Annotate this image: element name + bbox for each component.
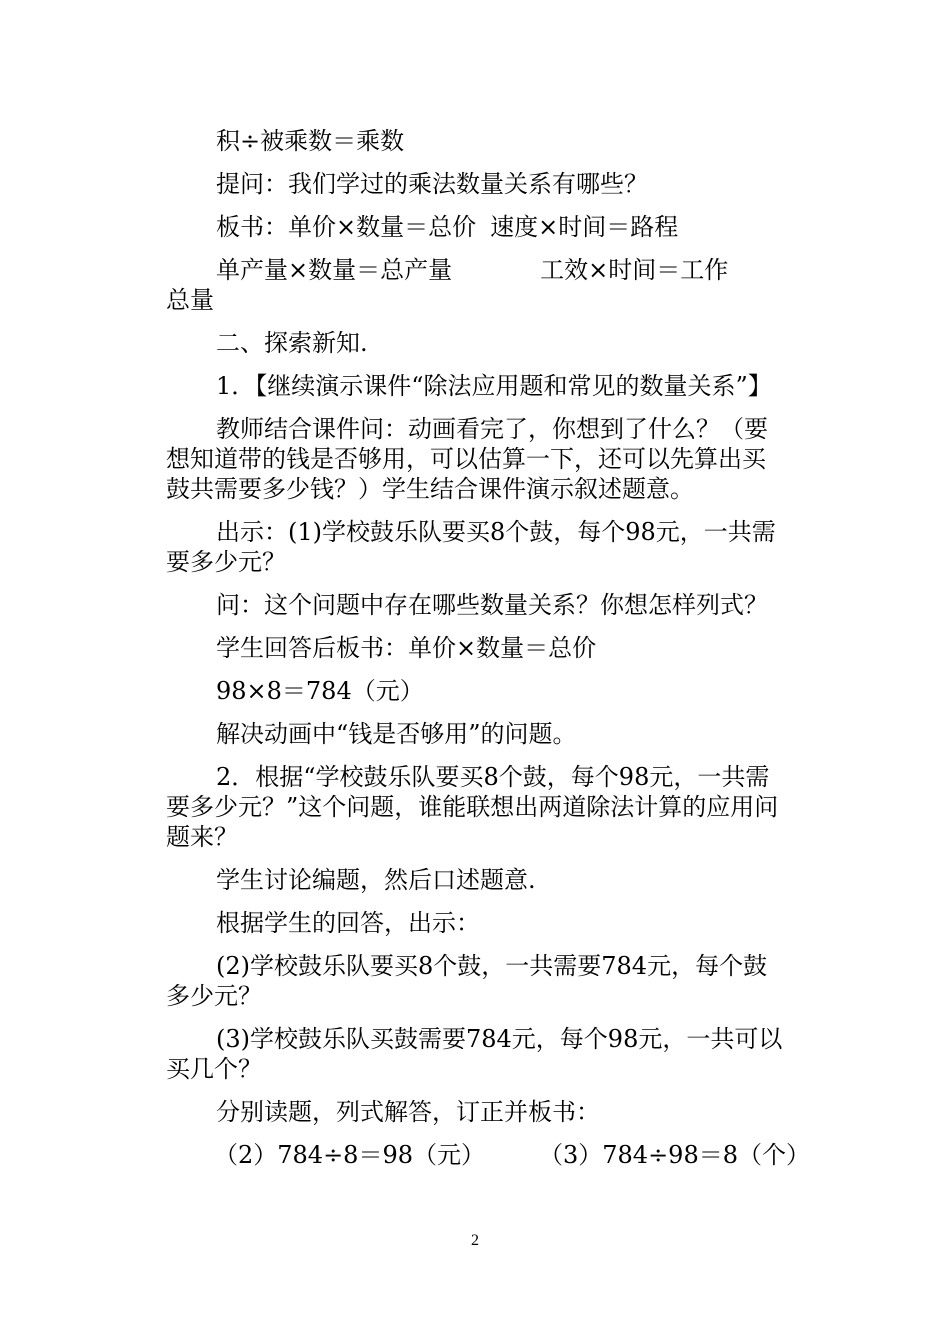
problem-two: (2)学校鼓乐队要买8个鼓，一共需要784元，每个鼓多少元？ <box>166 952 768 1010</box>
page-number: 2 <box>471 1232 479 1249</box>
teacher-question: 教师结合课件问：动画看完了，你想到了什么？（要想知道带的钱是否够用，可以估算一下，还可以先算出买鼓共需要多少钱？）学生结合课件演示叙述题意。 <box>166 415 768 503</box>
step-one: 1．【继续演示课件“除法应用题和常见的数量关系”】 <box>216 372 772 400</box>
step-two: 2．根据“学校鼓乐队要买8个鼓，每个98元，一共需要多少元？”这个问题，谁能联想出两道除法计算的应用问题来？ <box>166 763 779 851</box>
problem-three: (3)学校鼓乐队买鼓需要784元，每个98元，一共可以买几个？ <box>166 1025 783 1083</box>
question-line: 提问：我们学过的乘法数量关系有哪些？ <box>216 170 648 198</box>
board-answer: 学生回答后板书：单价×数量＝总价 <box>216 634 597 662</box>
resolve-line: 解决动画中“钱是否够用”的问题。 <box>216 720 577 748</box>
board-formula-price: 板书：单价×数量＝总价 <box>216 213 477 241</box>
relation-question: 问：这个问题中存在哪些数量关系？你想怎样列式？ <box>216 591 768 619</box>
solution-two: （2）784÷8＝98（元） <box>214 1141 485 1169</box>
problem-one: 出示：(1)学校鼓乐队要买8个鼓，每个98元，一共需要多少元？ <box>166 518 776 576</box>
solution-three: （3）784÷98＝8（个） <box>539 1141 810 1169</box>
solve-instruction: 分别读题，列式解答，订正并板书： <box>216 1098 600 1126</box>
page-content <box>166 126 810 1183</box>
calculation-one: 98×8＝784（元） <box>216 677 424 705</box>
formula-work: 工效×时间＝工作 <box>540 256 729 284</box>
student-discussion: 学生讨论编题，然后口述题意. <box>216 866 536 894</box>
solutions-row <box>166 1140 810 1170</box>
board-line <box>166 212 786 242</box>
formula-yield: 单产量×数量＝总产量 <box>216 256 453 284</box>
show-line: 根据学生的回答，出示： <box>216 909 480 937</box>
formula-row <box>166 255 786 285</box>
formula-work-continued: 总量 <box>166 286 214 314</box>
formula-line: 积÷被乘数＝乘数 <box>216 127 405 155</box>
board-formula-distance: 速度×时间＝路程 <box>490 213 679 241</box>
section-heading: 二、探索新知. <box>216 329 368 357</box>
